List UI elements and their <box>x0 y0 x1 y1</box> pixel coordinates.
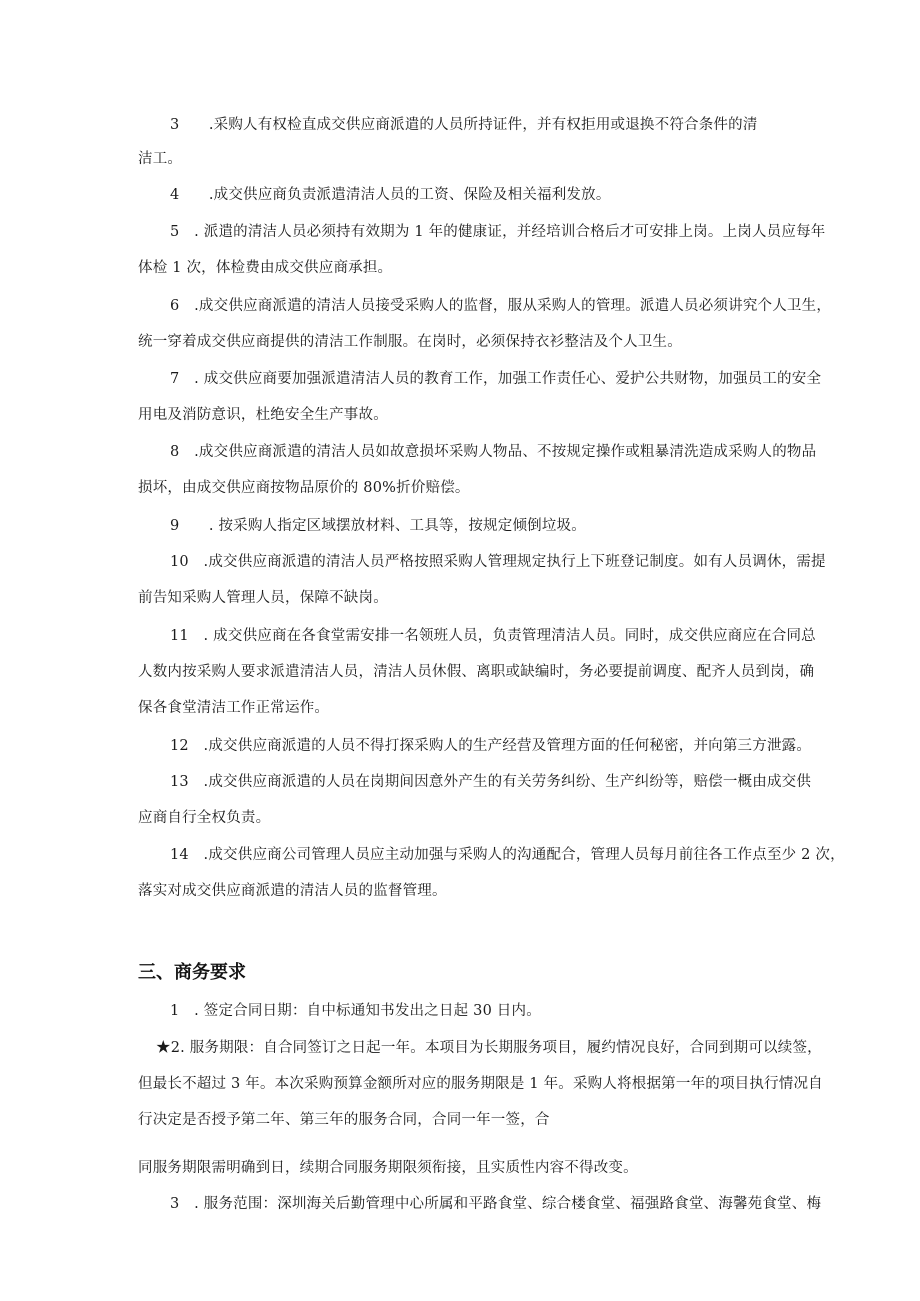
text-line: 同服务期限需明确到日，续期合同服务期限须衔接，且实质性内容不得改变。 <box>138 1160 638 1176</box>
text-line: 3 .采购人有权检直成交供应商派遣的人员所持证件，并有权拒用或退换不符合条件的清 <box>170 117 758 133</box>
text-line: 9 . 按采购人指定区域摆放材料、工具等，按规定倾倒垃圾。 <box>170 518 586 534</box>
text-line: 但最长不超过 3 年。本次采购预算金额所对应的服务期限是 1 年。采购人将根据第一年的项目执行情况自 <box>138 1076 823 1092</box>
text-line: 洁工。 <box>138 151 183 167</box>
text-line: 11 . 成交供应商在各食堂需安排一名领班人员，负责管理清洁人员。同时，成交供应商应在合同总 <box>170 628 816 644</box>
text-line: 保各食堂清洁工作正常运作。 <box>138 700 330 716</box>
text-line: 人数内按采购人要求派遣清洁人员，清洁人员休假、离职或缺编时，务必要提前调度、配齐人员到岗，确 <box>138 664 815 680</box>
text-line: 8 .成交供应商派遣的清洁人员如故意损坏采购人物品、不按规定操作或粗暴清洗造成采购人的物品 <box>170 444 817 460</box>
text-line: 应商自行全权负责。 <box>138 810 271 826</box>
text-line: ★2. 服务期限：自合同签订之日起一年。本项目为长期服务项目，履约情况良好，合同到期可以续签， <box>156 1040 822 1056</box>
text-line: 用电及消防意识，杜绝安全生产事故。 <box>138 407 388 423</box>
text-line: 1 . 签定合同日期：自中标通知书发出之日起 30 日内。 <box>170 1003 541 1019</box>
text-line: 3 . 服务范围：深圳海关后勤管理中心所属和平路食堂、综合楼食堂、福强路食堂、海馨苑食堂、梅 <box>170 1196 822 1212</box>
text-line: 6 .成交供应商派遣的清洁人员接受采购人的监督，服从采购人的管理。派遣人员必须讲究个人卫生， <box>170 298 832 314</box>
section-heading: 三、商务要求 <box>138 962 246 983</box>
text-line: 10 .成交供应商派遣的清洁人员严格按照采购人管理规定执行上下班登记制度。如有人员调休，需提 <box>170 554 826 570</box>
text-line: 7 . 成交供应商要加强派遣清洁人员的教育工作，加强工作责任心、爱护公共财物，加强员工的安全 <box>170 371 822 387</box>
text-line: 14 .成交供应商公司管理人员应主动加强与采购人的沟通配合，管理人员每月前往各工作点至少 2 次， <box>170 847 845 863</box>
text-line: 5 . 派遣的清洁人员必须持有效期为 1 年的健康证，并经培训合格后才可安排上岗。上岗人员应每年 <box>170 224 826 240</box>
text-line: 落实对成交供应商派遣的清洁人员的监督管理。 <box>138 883 447 899</box>
text-line: 前告知采购人管理人员，保障不缺岗。 <box>138 590 388 606</box>
text-line: 13 .成交供应商派遣的人员在岗期间因意外产生的有关劳务纠纷、生产纠纷等，赔偿一概由成交供 <box>170 774 812 790</box>
text-line: 统一穿着成交供应商提供的清洁工作制服。在岗时，必须保持衣衫整洁及个人卫生。 <box>138 334 682 350</box>
text-line: 体检 1 次，体检费由成交供应商承担。 <box>138 260 393 276</box>
text-line: 4 .成交供应商负责派遣清洁人员的工资、保险及相关福利发放。 <box>170 187 611 203</box>
text-line: 12 .成交供应商派遣的人员不得打探采购人的生产经营及管理方面的任何秘密，并向第三方泄露。 <box>170 738 812 754</box>
text-line: 行决定是否授予第二年、第三年的服务合同，合同一年一签，合 <box>138 1112 550 1128</box>
text-line: 损坏，由成交供应商按物品原价的 80%折价赔偿。 <box>138 480 470 496</box>
